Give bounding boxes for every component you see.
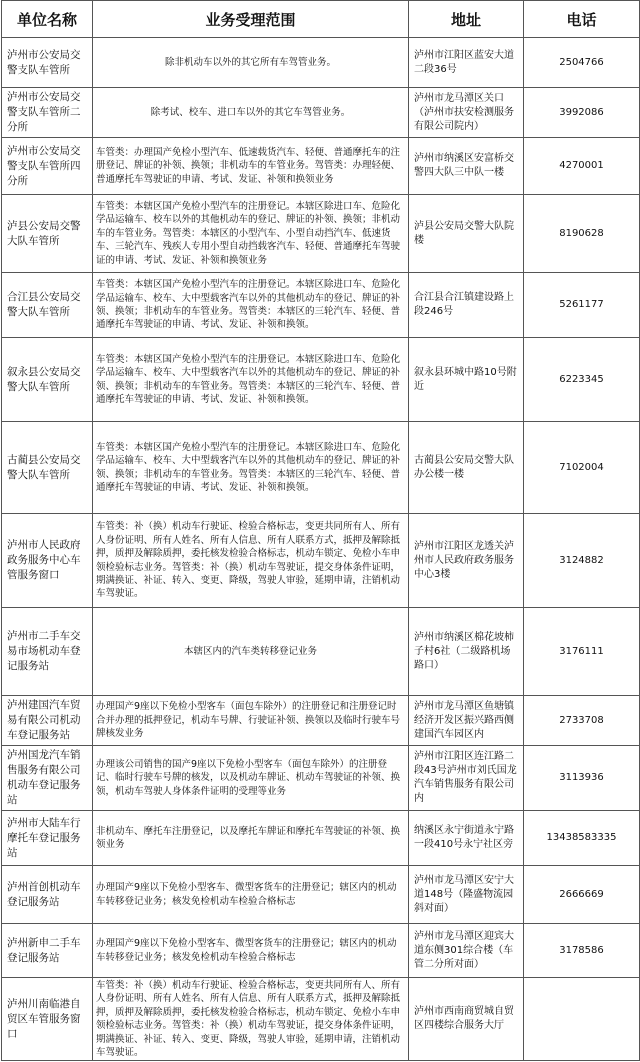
- business-scope-cell: 本辖区内的汽车类转移登记业务: [93, 608, 409, 696]
- header-address: 地址: [409, 1, 524, 38]
- phone-cell: 2733708: [524, 696, 640, 746]
- phone-cell: 8190628: [524, 195, 640, 273]
- business-scope-cell: 车管类：本辖区国产免检小型汽车的注册登记。本辖区除进口车、危险化学品运输车、校车以外的其他机动车的登记、牌证的补领、换领；非机动车的车管业务。驾管类：本辖区的小型汽车、小型自动挡汽车、低速货车、三轮汽车、残疾人专用小型自动挡载客汽车、轻便、普通摩托车驾驶证的申请、考试、发证、补领和换领业务: [93, 195, 409, 273]
- unit-name-cell: 泸州市公安局交警支队车管所四分所: [2, 138, 93, 195]
- table-row: [2, 273, 640, 338]
- phone-cell: 3113936: [524, 746, 640, 811]
- address-cell: 泸州市纳溪区安富桥交警四大队三中队一楼: [409, 138, 524, 195]
- phone-cell: [524, 978, 640, 1061]
- business-scope-cell: 车管类：补（换）机动车行驶证、检验合格标志，变更共同所有人、所有人身份证明、所有人姓名、所有人信息、所有人联系方式，抵押及解除抵押，质押及解除质押，委托核发检验合格标志，机动车锁定、免检小车申领检验标志业务。驾管类：补（换）机动车驾驶证，提交身体条件证明，期满换证、补证、转入、变更、降级，驾驶人审验，延期申请，注销机动车驾驶证。: [93, 978, 409, 1061]
- business-scope-cell: 车管类：本辖区国产免检小型汽车的注册登记。本辖区除进口车、危险化学品运输车、校车、大中型载客汽车以外的其他机动车的登记、牌证的补领、换领；非机动车的车管业务。驾管类：本辖区的三轮汽车、轻便、普通摩托车驾驶证的申请、考试、发证、补领和换领。: [93, 422, 409, 514]
- table-row: [2, 608, 640, 696]
- phone-cell: 3124882: [524, 514, 640, 608]
- service-directory-table: [1, 0, 640, 1061]
- unit-name-cell: 叙永县公安局交警大队车管所: [2, 338, 93, 422]
- phone-cell: 13438583335: [524, 811, 640, 866]
- table-row: [2, 422, 640, 514]
- phone-cell: 3992086: [524, 88, 640, 138]
- unit-name-cell: 泸县公安局交警大队车管所: [2, 195, 93, 273]
- business-scope-cell: 车管类：办理国产免检小型汽车、低速载货汽车、轻便、普通摩托车的注册登记、牌证的补领、换领；非机动车的车管业务。驾管类：办理轻便、普通摩托车驾驶证的申请、考试、发证、补领和换领业务: [93, 138, 409, 195]
- unit-name-cell: 泸州新申二手车登记服务站: [2, 924, 93, 978]
- business-scope-cell: 办理国产9座以下免检小型客车、微型客货车的注册登记；辖区内的机动车转移登记业务；核发免检机动车检验合格标志: [93, 924, 409, 978]
- address-cell: 泸州市西南商贸城自贸区四楼综合服务大厅: [409, 978, 524, 1061]
- header-business-scope: 业务受理范围: [93, 1, 409, 38]
- address-cell: 泸州市龙马潭区鱼塘镇经济开发区振兴路西侧建国汽车园区内: [409, 696, 524, 746]
- unit-name-cell: 合江县公安局交警大队车管所: [2, 273, 93, 338]
- unit-name-cell: 古蔺县公安局交警大队车管所: [2, 422, 93, 514]
- business-scope-cell: 除考试、校车、进口车以外的其它车驾管业务。: [93, 88, 409, 138]
- address-cell: 合江县合江镇建设路上段246号: [409, 273, 524, 338]
- table-row: [2, 746, 640, 811]
- address-cell: 泸县公安局交警大队院楼: [409, 195, 524, 273]
- phone-cell: 3178586: [524, 924, 640, 978]
- address-cell: 叙永县环城中路10号附近: [409, 338, 524, 422]
- table-row: [2, 338, 640, 422]
- unit-name-cell: 泸州川南临港自贸区车管服务窗口: [2, 978, 93, 1061]
- phone-cell: 7102004: [524, 422, 640, 514]
- phone-cell: 5261177: [524, 273, 640, 338]
- table-row: [2, 924, 640, 978]
- header-phone: 电话: [524, 1, 640, 38]
- table-row: [2, 696, 640, 746]
- address-cell: 古蔺县公安局交警大队办公楼一楼: [409, 422, 524, 514]
- address-cell: 泸州市江阳区蓝安大道二段36号: [409, 38, 524, 88]
- business-scope-cell: 办理国产9座以下免检小型客车、微型客货车的注册登记；辖区内的机动车转移登记业务；核发免检机动车检验合格标志: [93, 866, 409, 924]
- phone-cell: 2666669: [524, 866, 640, 924]
- business-scope-cell: 车管类：补（换）机动车行驶证、检验合格标志，变更共同所有人、所有人身份证明、所有人姓名、所有人信息、所有人联系方式，抵押及解除抵押，质押及解除质押，委托核发检验合格标志，机动车锁定、免检小车申领检验标志业务。驾管类：补（换）机动车驾驶证，提交身体条件证明，期满换证、补证、转入、变更、降级，驾驶人审验，延期申请，注销机动车驾驶证。: [93, 514, 409, 608]
- address-cell: 泸州市江阳区龙透关泸州市人民政府政务服务中心3楼: [409, 514, 524, 608]
- business-scope-cell: 办理该公司销售的国产9座以下免检小型客车（面包车除外）的注册登记、临时行驶车号牌的核发，以及机动车牌证、机动车驾驶证的补领、换领，机动车驾驶人身体条件证明的受理等业务: [93, 746, 409, 811]
- address-cell: 纳溪区永宁街道永宁路一段410号永宁社区旁: [409, 811, 524, 866]
- address-cell: 泸州市江阳区连江路二段43号泸州市刘氏国龙汽车销售服务有限公司内: [409, 746, 524, 811]
- table-row: [2, 978, 640, 1061]
- phone-cell: 2504766: [524, 38, 640, 88]
- address-cell: 泸州市纳溪区棉花坡柿子村6社（二级路机场路口）: [409, 608, 524, 696]
- table-row: [2, 514, 640, 608]
- unit-name-cell: 泸州首创机动车登记服务站: [2, 866, 93, 924]
- phone-cell: 4270001: [524, 138, 640, 195]
- phone-cell: 6223345: [524, 338, 640, 422]
- unit-name-cell: 泸州市公安局交警支队车管所: [2, 38, 93, 88]
- business-scope-cell: 车管类：本辖区国产免检小型汽车的注册登记。本辖区除进口车、危险化学品运输车、校车、大中型载客汽车以外的其他机动车的登记、牌证的补领、换领；非机动车的车管业务。驾管类：本辖区的三轮汽车、轻便、普通摩托车驾驶证的申请、考试、发证、补领和换领。: [93, 338, 409, 422]
- business-scope-cell: 除非机动车以外的其它所有车驾管业务。: [93, 38, 409, 88]
- unit-name-cell: 泸州市公安局交警支队车管所二分所: [2, 88, 93, 138]
- address-cell: 泸州市龙马潭区安宁大道148号（隆盛物流园斜对面）: [409, 866, 524, 924]
- header-row: [2, 1, 640, 38]
- header-unit-name: 单位名称: [2, 1, 93, 38]
- business-scope-cell: 车管类：本辖区国产免检小型汽车的注册登记。本辖区除进口车、危险化学品运输车、校车、大中型载客汽车以外的其他机动车的登记、牌证的补领、换领；非机动车的车管业务。驾管类：本辖区的三轮汽车、轻便、普通摩托车驾驶证的申请、考试、发证、补领和换领。: [93, 273, 409, 338]
- unit-name-cell: 泸州国龙汽车销售服务有限公司机动车登记服务站: [2, 746, 93, 811]
- unit-name-cell: 泸州市二手车交易市场机动车登记服务站: [2, 608, 93, 696]
- unit-name-cell: 泸州市人民政府政务服务中心车管服务窗口: [2, 514, 93, 608]
- table-row: [2, 38, 640, 88]
- table-row: [2, 138, 640, 195]
- table-row: [2, 866, 640, 924]
- table-row: [2, 811, 640, 866]
- address-cell: 泸州市龙马潭区迎宾大道东侧301综合楼（车管二分所对面）: [409, 924, 524, 978]
- phone-cell: 3176111: [524, 608, 640, 696]
- unit-name-cell: 泸州建国汽车贸易有限公司机动车登记服务站: [2, 696, 93, 746]
- address-cell: 泸州市龙马潭区关口（泸州市扶安检测服务有限公司院内）: [409, 88, 524, 138]
- table-row: [2, 88, 640, 138]
- table-row: [2, 195, 640, 273]
- business-scope-cell: 办理国产9座以下免检小型客车（面包车除外）的注册登记和注册登记时合并办理的抵押登记，机动车号牌、行驶证补领、换领以及临时行驶车号牌核发业务: [93, 696, 409, 746]
- business-scope-cell: 非机动车、摩托车注册登记，以及摩托车牌证和摩托车驾驶证的补领、换领业务: [93, 811, 409, 866]
- unit-name-cell: 泸州市大陆车行摩托车登记服务站: [2, 811, 93, 866]
